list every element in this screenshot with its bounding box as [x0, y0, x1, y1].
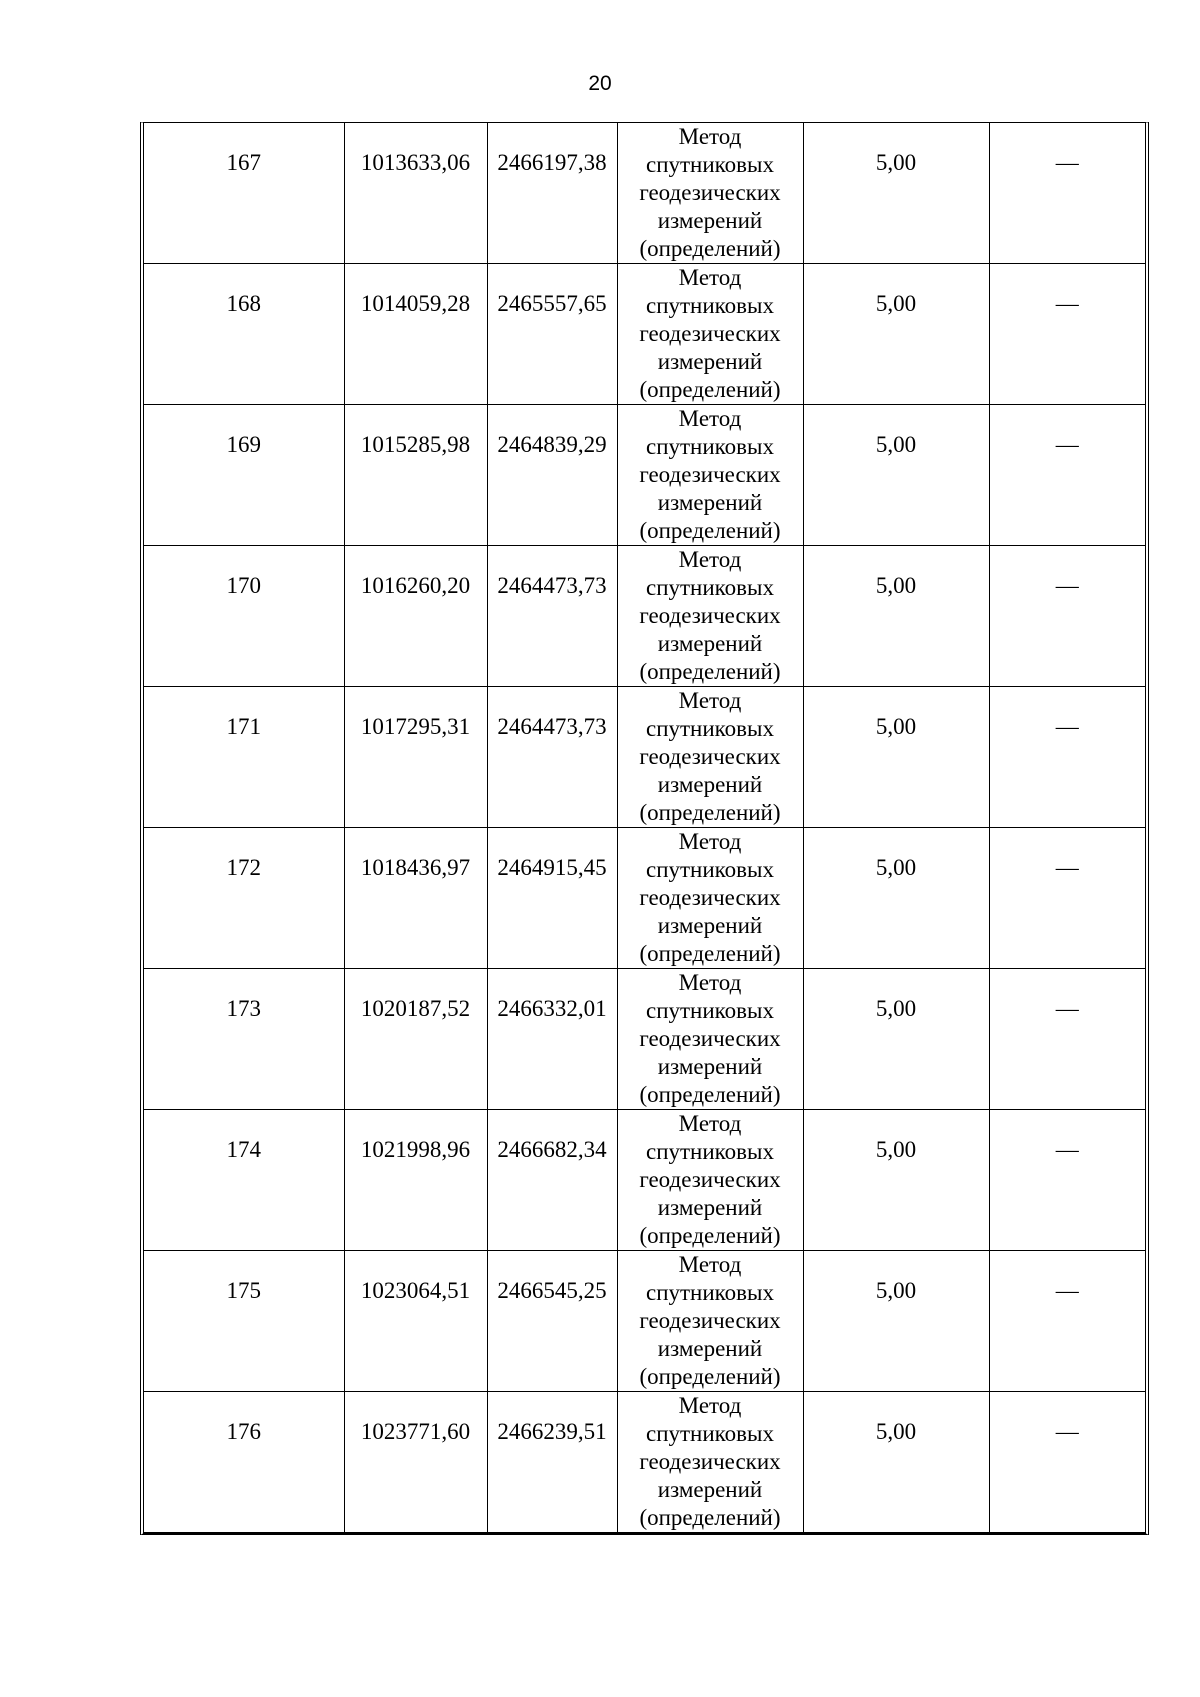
y-coordinate: 2464839,29: [497, 432, 607, 457]
y-coordinate: 2466682,34: [497, 1137, 607, 1162]
method-line: (определений): [639, 1223, 781, 1248]
method-line: геодезических: [639, 180, 781, 205]
x-coordinate-cell: [344, 687, 487, 828]
point-number-cell: [144, 546, 344, 687]
method-line: (определений): [639, 518, 781, 543]
point-number: 170: [226, 573, 261, 598]
x-coordinate: 1023771,60: [360, 1419, 471, 1444]
accuracy-cell: [803, 828, 989, 969]
method-line: Метод: [678, 265, 742, 290]
method-line: измерений: [657, 1477, 763, 1502]
method-line: Метод: [678, 124, 742, 149]
point-number: 173: [226, 996, 261, 1021]
method-cell: [617, 546, 803, 687]
point-number: 174: [226, 1137, 261, 1162]
method-line: Метод: [678, 406, 742, 431]
y-coordinate-cell: [487, 123, 617, 264]
table-row: [144, 264, 1145, 405]
point-number-cell: [144, 264, 344, 405]
x-coordinate-cell: [344, 123, 487, 264]
method-line: (определений): [639, 236, 781, 261]
accuracy-cell: [803, 1392, 989, 1533]
method-line: Метод: [678, 1252, 742, 1277]
method-line: геодезических: [639, 885, 781, 910]
x-coordinate: 1023064,51: [360, 1278, 471, 1303]
accuracy-cell: [803, 264, 989, 405]
dash-mark: —: [1055, 150, 1079, 175]
method-line: измерений: [657, 772, 763, 797]
accuracy-value: 5,00: [875, 573, 917, 598]
accuracy-value: 5,00: [875, 855, 917, 880]
table-row: [144, 123, 1145, 264]
dash-mark: —: [1055, 1278, 1079, 1303]
dash-mark: —: [1055, 573, 1079, 598]
y-coordinate-cell: [487, 405, 617, 546]
y-coordinate: 2465557,65: [497, 291, 607, 316]
method-line: (определений): [639, 659, 781, 684]
accuracy-cell: [803, 1110, 989, 1251]
accuracy-cell: [803, 1251, 989, 1392]
x-coordinate-cell: [344, 828, 487, 969]
coordinates-table-body: [144, 123, 1145, 1533]
accuracy-value: 5,00: [875, 1278, 917, 1303]
y-coordinate: 2466197,38: [497, 150, 607, 175]
point-number-cell: [144, 405, 344, 546]
y-coordinate: 2466545,25: [497, 1278, 607, 1303]
accuracy-cell: [803, 123, 989, 264]
point-number-cell: [144, 123, 344, 264]
y-coordinate-cell: [487, 1110, 617, 1251]
method-line: (определений): [639, 1364, 781, 1389]
method-line: спутниковых: [645, 434, 774, 459]
method-line: геодезических: [639, 1449, 781, 1474]
method-line: геодезических: [639, 462, 781, 487]
y-coordinate: 2466332,01: [497, 996, 607, 1021]
point-number: 171: [226, 714, 261, 739]
x-coordinate: 1016260,20: [360, 573, 471, 598]
method-line: измерений: [657, 1336, 763, 1361]
point-number: 176: [226, 1419, 261, 1444]
point-number-cell: [144, 1251, 344, 1392]
dash-mark: —: [1055, 714, 1079, 739]
y-coordinate-cell: [487, 1392, 617, 1533]
method-line: спутниковых: [645, 998, 774, 1023]
x-coordinate: 1013633,06: [360, 150, 471, 175]
dash-mark: —: [1055, 1137, 1079, 1162]
y-coordinate-cell: [487, 828, 617, 969]
method-cell: [617, 264, 803, 405]
method-cell: [617, 1110, 803, 1251]
x-coordinate-cell: [344, 405, 487, 546]
y-coordinate-cell: [487, 264, 617, 405]
accuracy-value: 5,00: [875, 1419, 917, 1444]
method-line: спутниковых: [645, 1139, 774, 1164]
accuracy-value: 5,00: [875, 1137, 917, 1162]
note-cell: [989, 1251, 1145, 1392]
dash-mark: —: [1055, 996, 1079, 1021]
method-line: Метод: [678, 970, 742, 995]
point-number: 169: [226, 432, 261, 457]
dash-mark: —: [1055, 291, 1079, 316]
note-cell: [989, 1392, 1145, 1533]
method-line: измерений: [657, 631, 763, 656]
x-coordinate-cell: [344, 1392, 487, 1533]
method-line: (определений): [639, 941, 781, 966]
note-cell: [989, 546, 1145, 687]
dash-mark: —: [1055, 1419, 1079, 1444]
method-line: Метод: [678, 547, 742, 572]
point-number-cell: [144, 1392, 344, 1533]
method-cell: [617, 405, 803, 546]
note-cell: [989, 828, 1145, 969]
method-line: (определений): [639, 800, 781, 825]
method-line: геодезических: [639, 603, 781, 628]
method-cell: [617, 828, 803, 969]
method-line: (определений): [639, 377, 781, 402]
x-coordinate: 1014059,28: [360, 291, 471, 316]
y-coordinate: 2464473,73: [497, 714, 607, 739]
table-row: [144, 1110, 1145, 1251]
note-cell: [989, 1110, 1145, 1251]
method-cell: [617, 687, 803, 828]
method-line: спутниковых: [645, 293, 774, 318]
method-line: геодезических: [639, 321, 781, 346]
method-line: измерений: [657, 913, 763, 938]
point-number-cell: [144, 1110, 344, 1251]
method-line: спутниковых: [645, 857, 774, 882]
x-coordinate: 1021998,96: [360, 1137, 471, 1162]
y-coordinate: 2464473,73: [497, 573, 607, 598]
coordinates-table: [144, 123, 1145, 1533]
method-line: геодезических: [639, 1308, 781, 1333]
method-cell: [617, 1392, 803, 1533]
table-row: [144, 828, 1145, 969]
method-line: измерений: [657, 1054, 763, 1079]
point-number: 167: [226, 150, 261, 175]
method-line: Метод: [678, 1393, 742, 1418]
point-number-cell: [144, 828, 344, 969]
method-line: измерений: [657, 208, 763, 233]
x-coordinate-cell: [344, 546, 487, 687]
method-cell: [617, 969, 803, 1110]
method-line: спутниковых: [645, 1280, 774, 1305]
coordinates-table-frame: [140, 122, 1149, 1535]
x-coordinate: 1015285,98: [360, 432, 471, 457]
method-line: (определений): [639, 1082, 781, 1107]
method-line: измерений: [657, 349, 763, 374]
x-coordinate-cell: [344, 1251, 487, 1392]
y-coordinate: 2466239,51: [497, 1419, 607, 1444]
method-line: геодезических: [639, 1167, 781, 1192]
table-row: [144, 546, 1145, 687]
x-coordinate: 1017295,31: [360, 714, 471, 739]
table-row: [144, 1392, 1145, 1533]
table-row: [144, 687, 1145, 828]
note-cell: [989, 123, 1145, 264]
table-row: [144, 969, 1145, 1110]
accuracy-cell: [803, 546, 989, 687]
accuracy-cell: [803, 687, 989, 828]
accuracy-value: 5,00: [875, 150, 917, 175]
method-cell: [617, 1251, 803, 1392]
accuracy-value: 5,00: [875, 996, 917, 1021]
note-cell: [989, 969, 1145, 1110]
accuracy-cell: [803, 969, 989, 1110]
point-number: 172: [226, 855, 261, 880]
method-line: Метод: [678, 1111, 742, 1136]
x-coordinate: 1018436,97: [360, 855, 471, 880]
y-coordinate-cell: [487, 687, 617, 828]
dash-mark: —: [1055, 432, 1079, 457]
method-line: спутниковых: [645, 575, 774, 600]
table-row: [144, 405, 1145, 546]
note-cell: [989, 264, 1145, 405]
point-number: 175: [226, 1278, 261, 1303]
y-coordinate-cell: [487, 546, 617, 687]
accuracy-value: 5,00: [875, 291, 917, 316]
x-coordinate: 1020187,52: [360, 996, 471, 1021]
method-line: Метод: [678, 829, 742, 854]
method-line: измерений: [657, 1195, 763, 1220]
point-number: 168: [226, 291, 261, 316]
table-row: [144, 1251, 1145, 1392]
x-coordinate-cell: [344, 264, 487, 405]
point-number-cell: [144, 969, 344, 1110]
method-line: (определений): [639, 1505, 781, 1530]
y-coordinate: 2464915,45: [497, 855, 607, 880]
x-coordinate-cell: [344, 969, 487, 1110]
note-cell: [989, 687, 1145, 828]
accuracy-value: 5,00: [875, 432, 917, 457]
method-line: Метод: [678, 688, 742, 713]
note-cell: [989, 405, 1145, 546]
page-number: 20: [588, 72, 612, 95]
method-line: спутниковых: [645, 1421, 774, 1446]
method-line: спутниковых: [645, 716, 774, 741]
point-number-cell: [144, 687, 344, 828]
method-line: геодезических: [639, 744, 781, 769]
y-coordinate-cell: [487, 969, 617, 1110]
dash-mark: —: [1055, 855, 1079, 880]
method-line: спутниковых: [645, 152, 774, 177]
method-line: геодезических: [639, 1026, 781, 1051]
accuracy-cell: [803, 405, 989, 546]
x-coordinate-cell: [344, 1110, 487, 1251]
method-cell: [617, 123, 803, 264]
accuracy-value: 5,00: [875, 714, 917, 739]
y-coordinate-cell: [487, 1251, 617, 1392]
method-line: измерений: [657, 490, 763, 515]
